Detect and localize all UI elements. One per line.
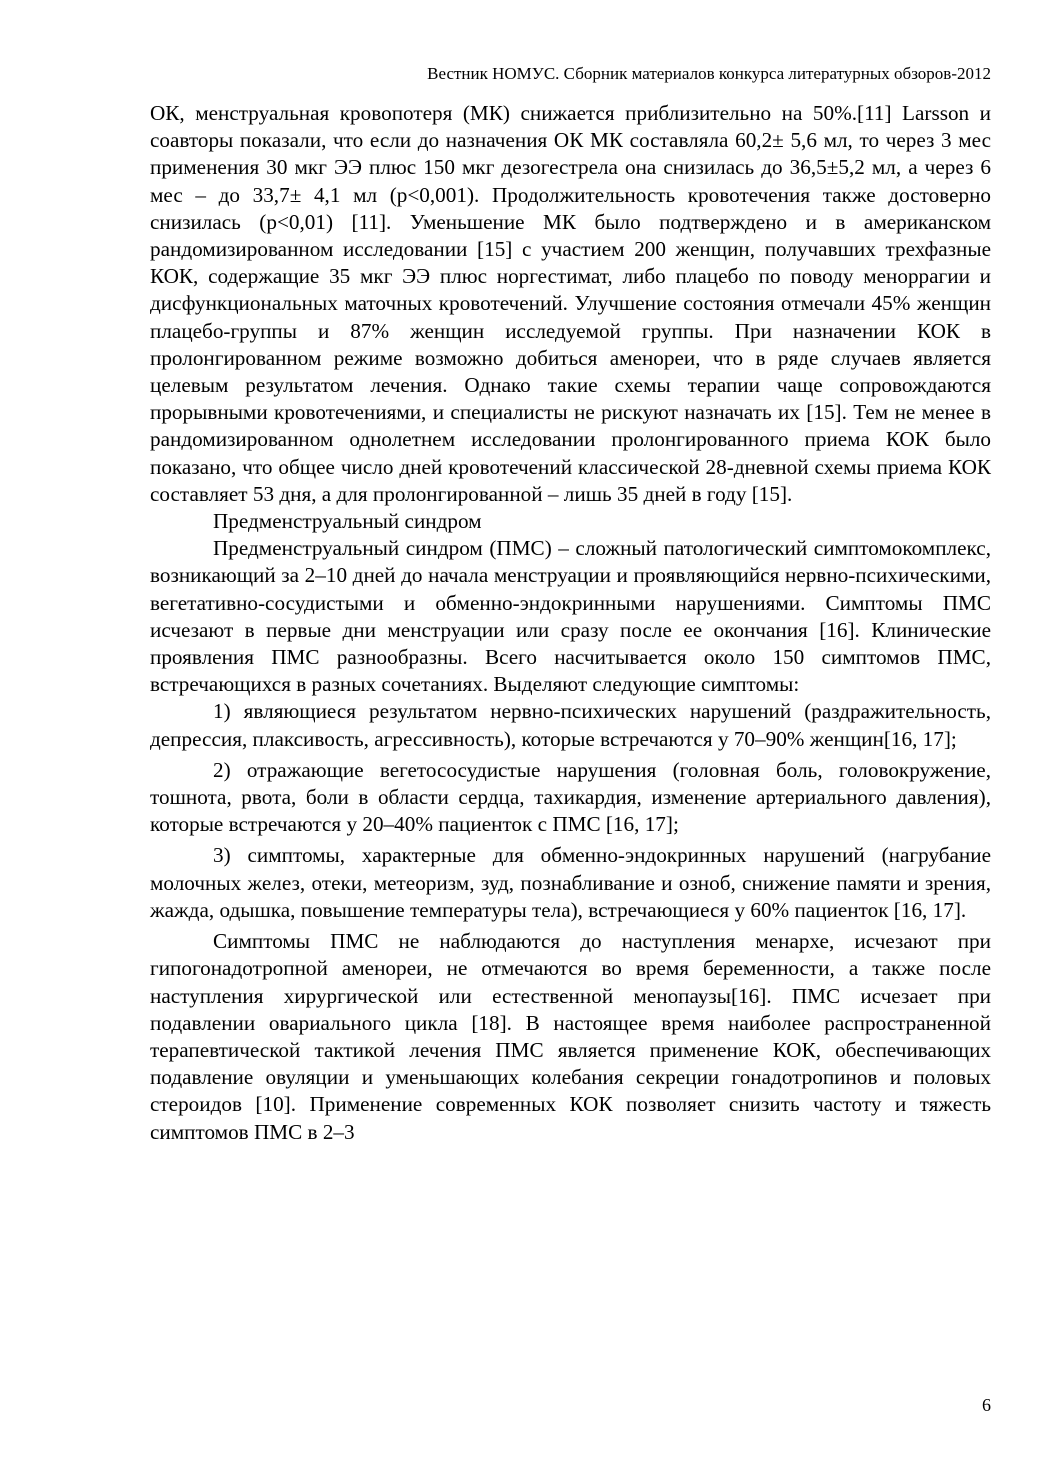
paragraph-pms-treatment: Симптомы ПМС не наблюдаются до наступления менархе, исчезают при гипогонадотропной аменореи, не отмечаются во время беременности, а также после наступления хирургической или естественной менопаузы[16]. ПМС исчезает при подавлении овариального цикла [18]. В настоящее время наиболее распространенной терапевтической тактикой лечения ПМС является применение КОК, обеспечивающих подавление овуляции и уменьшающих колебания секреции гонадотропинов и половых стероидов [10]. Применение современных КОК позволяет снизить частоту и тяжесть симптомов ПМС в 2–3 (150, 929, 991, 1144)
list-item-3: 3) симптомы, характерные для обменно-эндокринных нарушений (нагрубание молочных желез, отеки, метеоризм, зуд, познабливание и озноб, снижение памяти и зрения, жажда, одышка, повышение температуры тела), встречающиеся у 60% пациенток [16, 17]. (150, 843, 991, 922)
list-item-1: 1) являющиеся результатом нервно-психических нарушений (раздражительность, депрессия, плаксивость, агрессивность), которые встречаются у 70–90% женщин[16, 17]; (150, 699, 991, 751)
paragraph-bleeding: ОК, менструальная кровопотеря (МК) снижается приблизительно на 50%.[11] Larsson и соавторы показали, что если до назначения ОК МК составляла 60,2± 5,6 мл, то через 3 мес применения 30 мкг ЭЭ плюс 150 мкг дезогестрела она снизилась до 36,5±5,2 мл, а через 6 мес – до 33,7± 4,1 мл (p<0,001). Продолжительность кровотечения также достоверно снизилась (p<0,01) [11]. Уменьшение МК было подтверждено и в американском рандомизированном исследовании [15] с участием 200 женщин, получавших трехфазные КОК, содержащие 35 мкг ЭЭ плюс норгестимат, либо плацебо по поводу меноррагии и дисфункциональных маточных кровотечений. Улучшение состояния отмечали 45% женщин плацебо-группы и 87% женщин исследуемой группы. При назначении КОК в пролонгированном режиме возможно добиться аменореи, что в ряде случаев является целевым результатом лечения. Однако такие схемы терапии чаще сопровождаются прорывными кровотечениями, и специалисты не рискуют назначать их [15]. Тем не менее в рандомизированном однолетнем исследовании пролонгированного приема КОК было показано, что общее число дней кровотечений классической 28-дневной схемы приема КОК составляет 53 дня, а для пролонгированной – лишь 35 дней в году [15]. (150, 101, 991, 506)
list-item-2: 2) отражающие вегетососудистые нарушения (головная боль, головокружение, тошнота, рвота, боли в области сердца, тахикардия, изменение артериального давления), которые встречаются у 20–40% пациенток с ПМС [16, 17]; (150, 757, 991, 837)
body-text (150, 100, 991, 1146)
section-heading-pms: Предменструальный синдром (213, 509, 482, 534)
running-header: Вестник НОМУС. Сборник материалов конкурса литературных обзоров-2012 (427, 64, 991, 83)
page-number: 6 (982, 1395, 991, 1415)
paragraph-pms-definition: Предменструальный синдром (ПМС) – сложный патологический симптомокомплекс, возникающий за 2–10 дней до начала менструации и проявляющийся нервно-психическими, вегетативно-сосудистыми и обменно-эндокринными нарушениями. Симптомы ПМС исчезают в первые дни менструации или сразу после ее окончания [16]. Клинические проявления ПМС разнообразны. Всего насчитывается около 150 симптомов ПМС, встречающихся в разных сочетаниях. Выделяют следующие симптомы: (150, 536, 991, 697)
